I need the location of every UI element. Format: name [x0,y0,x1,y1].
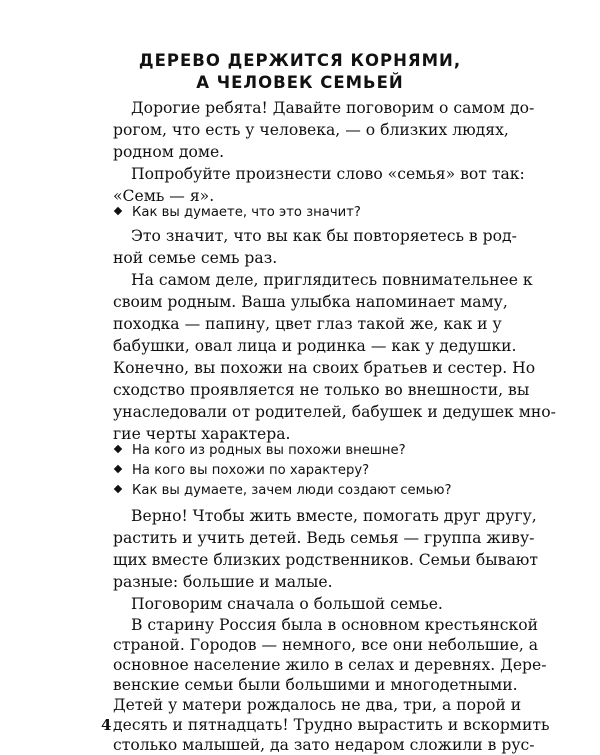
question-text: Как вы думаете, что это значит? [132,205,361,220]
text-line: Поговорим сначала о большой семье. [131,595,443,613]
chapter-title-line-2: А ЧЕЛОВЕК СЕМЬЕЙ [196,73,404,92]
question-text: На кого из родных вы похожи внешне? [132,443,406,458]
text-line: унаследовали от родителей, бабушек и дедушек мно- [113,403,556,421]
text-line: страной. Городов — немного, все они небольшие, а [113,636,539,654]
text-line: рогом, что есть у человека, — о близких людях, [113,121,509,139]
chapter-title-line-1: ДЕРЕВО ДЕРЖИТСЯ КОРНЯМИ, [138,51,462,70]
text-line: разные: большие и малые. [113,573,333,591]
bullet-diamond-icon [114,465,122,473]
text-line: походка — папину, цвет глаз такой же, как и у [113,315,502,333]
text-line: «Семь — я». [113,187,215,205]
text-line: десять и пятнадцать! Трудно вырастить и вскормить [113,716,550,734]
bullet-diamond-icon [114,445,122,453]
question-text: Как вы думаете, зачем люди создают семью? [132,483,452,498]
text-line: бабушки, овал лица и родинка — как у дедушки. [113,337,517,355]
text-line: венские семьи были большими и многодетными. [113,676,518,694]
text-line: родном доме. [113,143,225,161]
question-item [113,203,361,223]
text-line: столько малышей, да зато недаром сложили в рус- [113,736,535,754]
question-item [113,481,451,501]
text-line: На самом деле, приглядитесь повнимательнее к [131,271,533,289]
text-line: растить и учить детей. Ведь семья — группа живу- [113,529,535,547]
text-line: Детей у матери рождалось не два, три, а порой и [113,696,522,714]
text-line: ной семье семь раз. [113,249,278,267]
text-line: сходство проявляется не только во внешности, вы [113,381,530,399]
text-line: Дорогие ребята! Давайте поговорим о самом до- [131,99,535,117]
text-line: своим родным. Ваша улыбка напоминает маму, [113,293,508,311]
question-item [113,441,406,461]
bullet-diamond-icon [114,207,122,215]
text-line: Попробуйте произнести слово «семья» вот так: [131,165,525,183]
page-number: 4 [101,716,112,734]
text-line: щих вместе близких родственников. Семьи бывают [113,551,538,569]
text-line: Это значит, что вы как бы повторяетесь в род- [131,227,517,245]
bullet-diamond-icon [114,485,122,493]
question-item [113,461,369,481]
question-text: На кого вы похожи по характеру? [132,463,370,478]
text-line: гие черты характера. [113,425,291,443]
text-line: Конечно, вы похожи на своих братьев и сестер. Но [113,359,536,377]
text-line: В старину Россия была в основном крестьянской [131,616,539,634]
text-line: Верно! Чтобы жить вместе, помогать друг другу, [131,507,537,525]
text-line: основное население жило в селах и деревнях. Дере- [113,656,547,674]
